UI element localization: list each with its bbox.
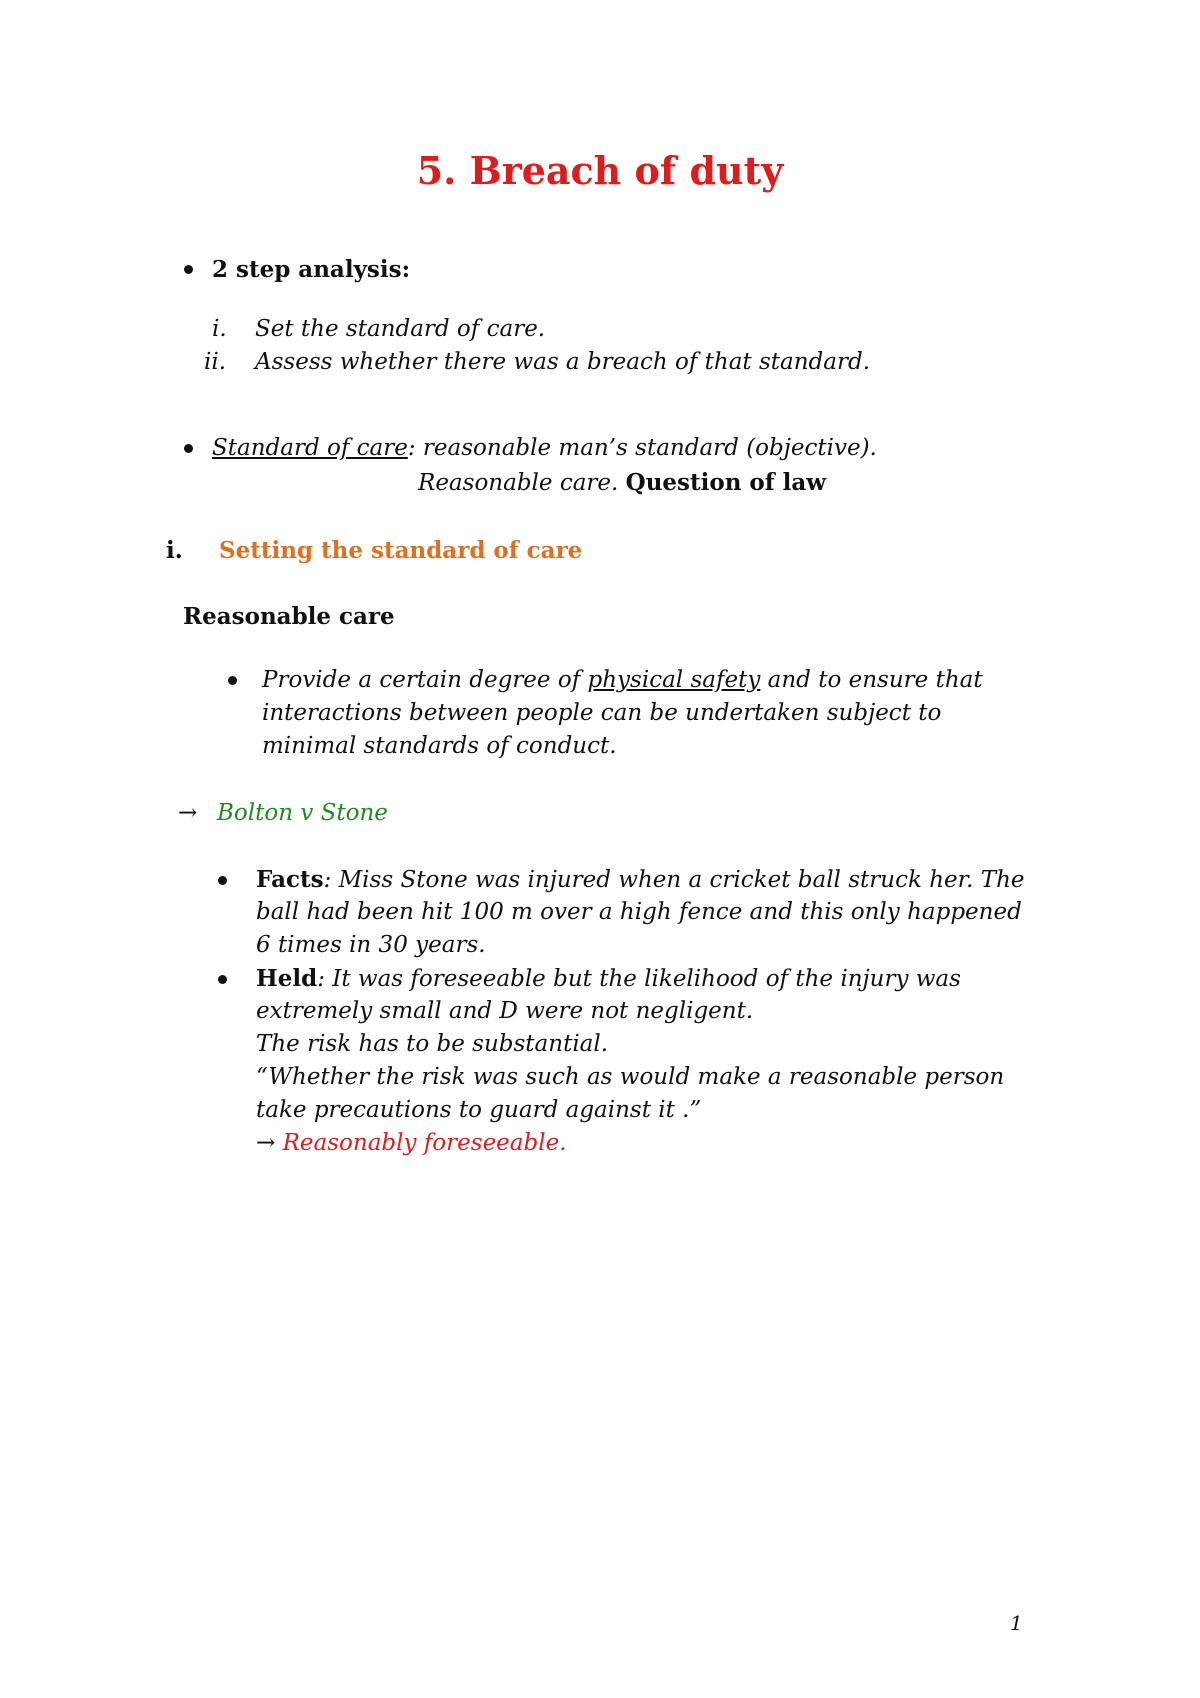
- facts-line1: [256, 863, 1025, 897]
- bullet-icon: [184, 265, 193, 274]
- facts-label: Facts: [256, 866, 324, 893]
- reasonable-care-bullet-line2: interactions between people can be undertaken subject to: [262, 700, 942, 726]
- standard-of-care-text: : reasonable man’s standard (objective).: [407, 435, 877, 461]
- held-line5: take precautions to guard against it .”: [256, 1097, 702, 1123]
- bullet-icon: [184, 444, 193, 453]
- held-line4: “Whether the risk was such as would make a reasonable person: [256, 1064, 1005, 1090]
- page-number: 1: [1010, 1611, 1023, 1635]
- page-title: 5. Breach of duty: [416, 148, 784, 193]
- step-marker-1: i.: [212, 316, 227, 342]
- standard-of-care-label: Standard of care: [212, 435, 408, 461]
- reasonable-care-bullet-line3: minimal standards of conduct.: [262, 733, 617, 759]
- held-line2: extremely small and D were not negligent.: [256, 998, 754, 1024]
- facts-line2: ball had been hit 100 m over a high fence and this only happened: [256, 899, 1022, 925]
- facts-line3: 6 times in 30 years.: [256, 932, 486, 958]
- text-span: and to ensure that: [760, 667, 983, 693]
- section-marker: i.: [166, 537, 183, 564]
- bullet-icon: [218, 876, 227, 885]
- reasonable-care-note: Reasonable care.: [418, 470, 619, 496]
- step-marker-2: ii.: [204, 349, 227, 375]
- step-analysis-heading: 2 step analysis:: [212, 256, 411, 283]
- conclusion-line: [256, 1127, 567, 1160]
- physical-safety-underlined: physical safety: [587, 667, 761, 693]
- held-line3: The risk has to be substantial.: [256, 1031, 609, 1057]
- reasonable-care-bullet-line1: [262, 664, 983, 697]
- text-span: : Miss Stone was injured when a cricket ball struck her. The: [323, 867, 1025, 893]
- case-arrow-icon: →: [178, 800, 198, 826]
- text-span: Provide a certain degree of: [262, 667, 588, 693]
- section-heading: Setting the standard of care: [219, 537, 583, 564]
- conclusion-arrow-icon: →: [256, 1130, 276, 1156]
- reasonable-care-heading: Reasonable care: [183, 603, 395, 630]
- bullet-icon: [218, 975, 227, 984]
- question-of-law: Question of law: [625, 469, 827, 496]
- step-item-2: Assess whether there was a breach of that standard.: [255, 349, 871, 375]
- case-name: Bolton v Stone: [217, 800, 388, 826]
- held-label: Held: [256, 965, 318, 992]
- bullet-icon: [228, 676, 237, 685]
- text-span: : It was foreseeable but the likelihood of the injury was: [317, 966, 961, 992]
- standard-of-care-line2: [418, 466, 826, 500]
- step-item-1: Set the standard of care.: [255, 316, 546, 342]
- standard-of-care-line: [212, 432, 877, 465]
- conclusion-text: Reasonably foreseeable.: [282, 1130, 567, 1156]
- held-line1: [256, 962, 961, 996]
